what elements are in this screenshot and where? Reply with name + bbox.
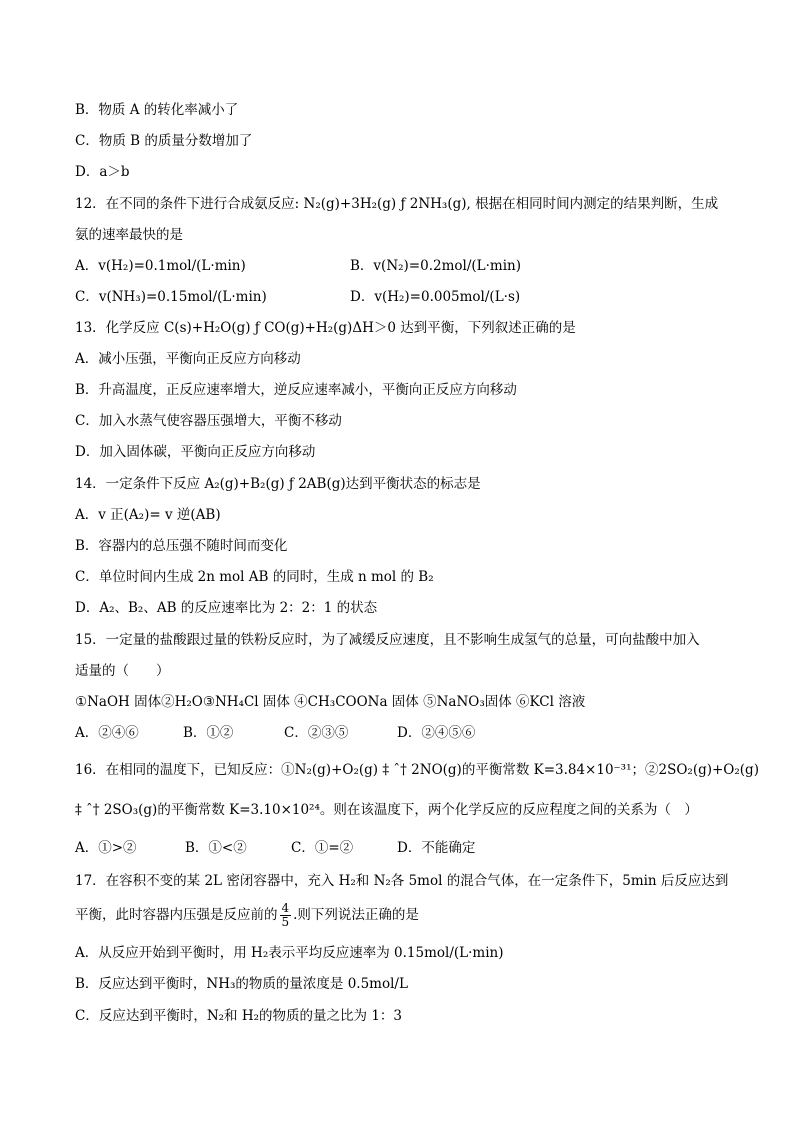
text-line: A．减小压强，平衡向正反应方向移动 [75, 351, 301, 367]
text-line: C．反应达到平衡时，N₂和 H₂的物质的量之比为 1：3 [75, 1008, 402, 1024]
fraction-numerator: 4 [281, 901, 290, 915]
q15-option-a: A．②④⑥ [75, 725, 139, 741]
text-line [75, 902, 419, 929]
q12-option-b: B．v(N₂)=0.2mol/(L·min) [350, 258, 521, 274]
q16-option-b: B．①<② [185, 840, 247, 856]
text-line: C．加入水蒸气使容器压强增大，平衡不移动 [75, 413, 342, 429]
question-15-stem: 15．一定量的盐酸跟过量的铁粉反应时，为了减缓反应速度，且不影响生成氢气的总量，可向盐酸中加入 [75, 632, 700, 648]
q15-option-c: C．②③⑤ [284, 725, 349, 741]
q12-option-row [75, 256, 521, 276]
fraction-denominator: 5 [281, 915, 290, 929]
text-line: 氨的速率最快的是 [75, 227, 183, 243]
q12-option-row [75, 287, 521, 307]
text-line: B．容器内的总压强不随时间而变化 [75, 538, 288, 554]
question-16-stem: 16．在相同的温度下，已知反应：①N₂(g)+O₂(g) ‡ ˆ† 2NO(g)的平衡常数 K=3.84×10⁻³¹；②2SO₂(g)+O₂(g) [75, 762, 759, 778]
text-line: ①NaOH 固体②H₂O③NH₄Cl 固体 ④CH₃COONa 固体 ⑤NaNO₃固体 ⑥KCl 溶液 [75, 694, 586, 710]
q16-option-a: A．①>② [75, 840, 137, 856]
q15-option-d: D．②④⑤⑥ [397, 725, 476, 741]
q17-text-before: 平衡，此时容器内压强是反应前的 [75, 907, 278, 923]
q16-option-c: C．①=② [291, 840, 354, 856]
question-17-stem: 17．在容积不变的某 2L 密闭容器中，充入 H₂和 N₂各 5mol 的混合气体，在一定条件下，5min 后反应达到 [75, 873, 729, 889]
text-line: B．物质 A 的转化率减小了 [75, 102, 239, 118]
q12-option-c: C．v(NH₃)=0.15mol/(L·min) [75, 289, 267, 305]
text-line: D．a＞b [75, 164, 130, 180]
q15-options [75, 723, 475, 743]
q16-options [75, 838, 475, 858]
text-line: C．单位时间内生成 2n mol AB 的同时，生成 n mol 的 B₂ [75, 569, 434, 585]
q12-option-d: D．v(H₂)=0.005mol/(L·s) [350, 289, 521, 305]
text-line: B．升高温度，正反应速率增大，逆反应速率减小，平衡向正反应方向移动 [75, 382, 517, 398]
q12-option-a: A．v(H₂)=0.1mol/(L·min) [75, 258, 246, 274]
question-13-stem: 13．化学反应 C(s)+H₂O(g) ƒ CO(g)+H₂(g)ΔH＞0 达到平衡，下列叙述正确的是 [75, 320, 576, 336]
text-line: B．反应达到平衡时，NH₃的物质的量浓度是 0.5mol/L [75, 976, 408, 992]
fraction [280, 902, 292, 929]
text-line: A．从反应开始到平衡时，用 H₂表示平均反应速率为 0.15mol/(L·min) [75, 945, 504, 961]
question-14-stem: 14．一定条件下反应 A₂(g)+B₂(g) ƒ 2AB(g)达到平衡状态的标志是 [75, 476, 481, 492]
text-line: D．A₂、B₂、AB 的反应速率比为 2：2：1 的状态 [75, 600, 378, 616]
q17-text-after: .则下列说法正确的是 [293, 907, 419, 923]
text-line: C．物质 B 的质量分数增加了 [75, 133, 253, 149]
text-line: D．加入固体碳，平衡向正反应方向移动 [75, 444, 316, 460]
q15-option-b: B．①② [183, 725, 234, 741]
text-line: 适量的（ ） [75, 663, 170, 679]
question-12-stem: 12．在不同的条件下进行合成氨反应: N₂(g)+3H₂(g) ƒ 2NH₃(g), 根据在相同时间内测定的结果判断，生成 [75, 196, 719, 212]
text-line: ‡ ˆ† 2SO₃(g)的平衡常数 K=3.10×10²⁴。则在该温度下，两个化学反应的反应程度之间的关系为（ ） [75, 802, 698, 818]
text-line: A．v 正(A₂)= v 逆(AB) [75, 507, 221, 523]
q16-option-d: D．不能确定 [397, 840, 476, 856]
